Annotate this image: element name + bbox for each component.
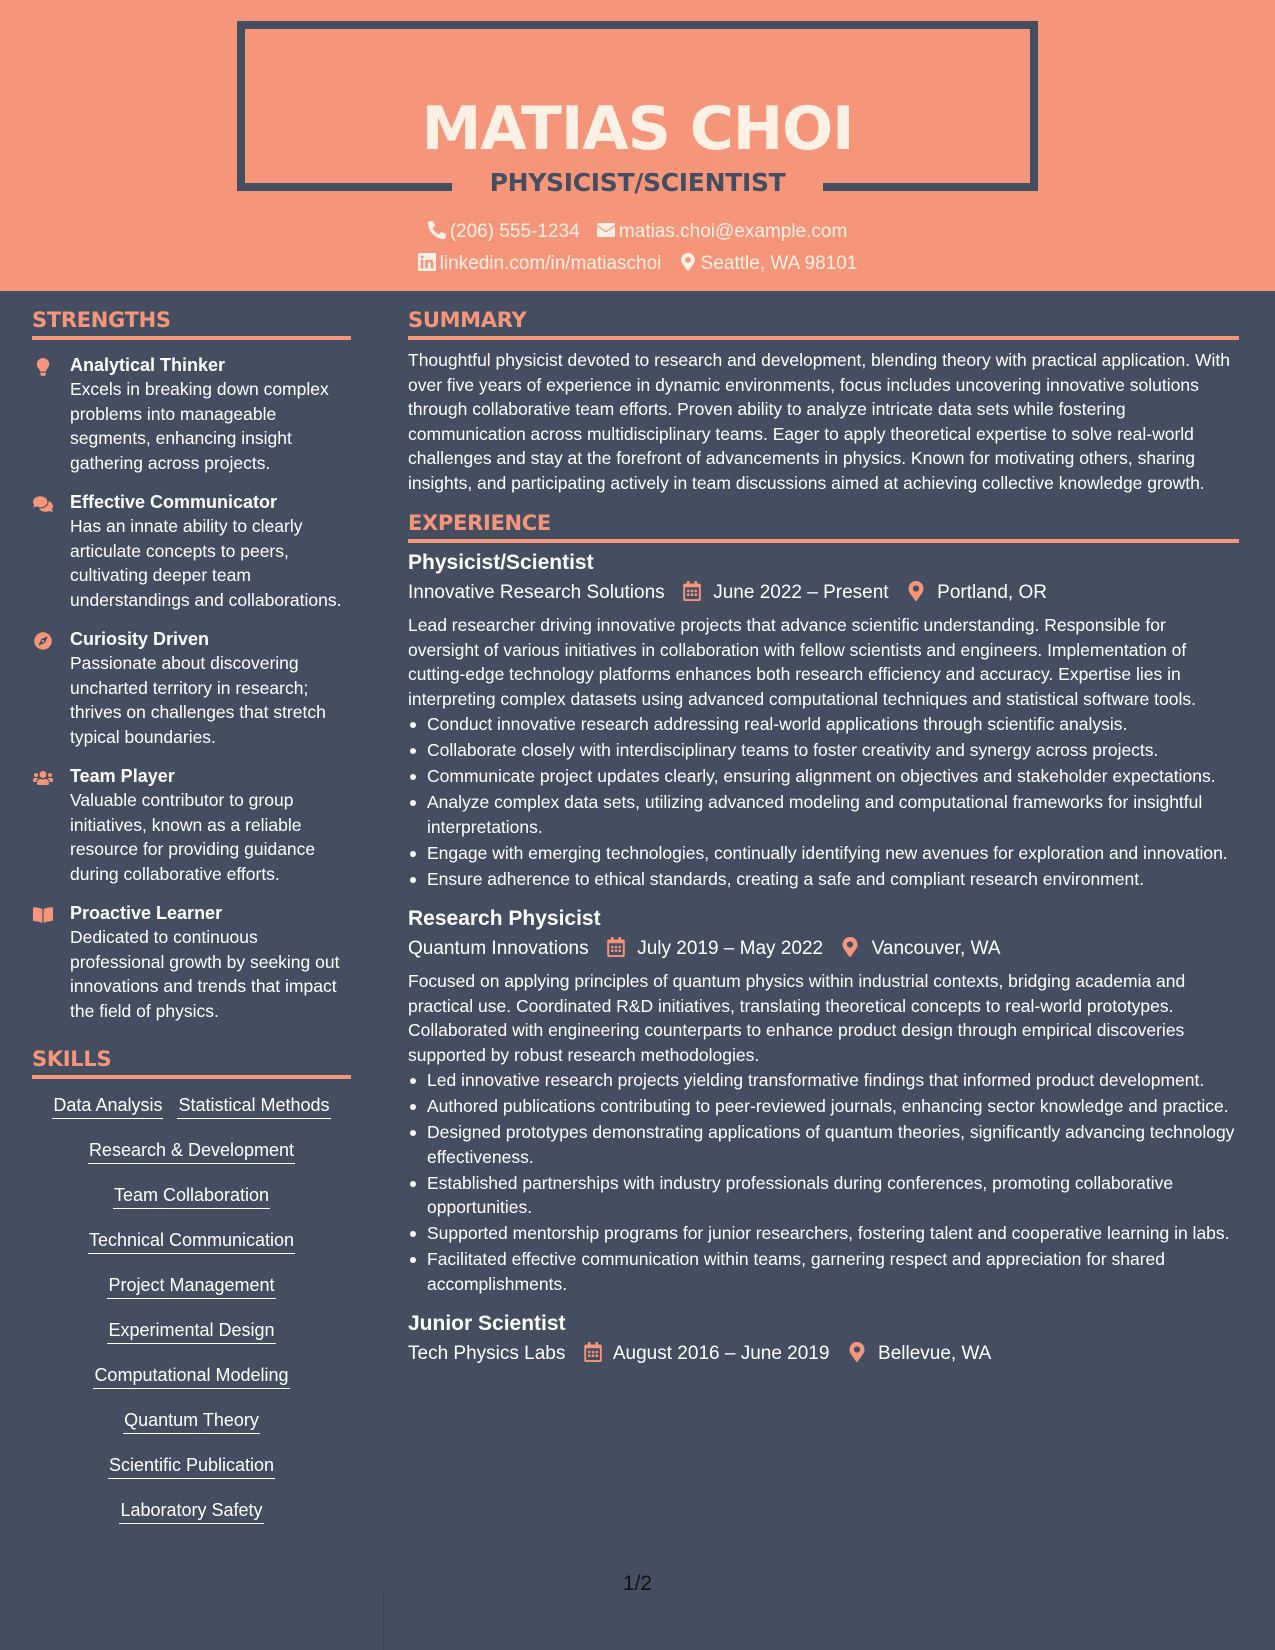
job-dates: August 2016 – June 2019 bbox=[612, 1343, 830, 1364]
strength-desc: Has an innate ability to clearly articulate concepts to peers, cultivating deeper team understandings and collaborations. bbox=[70, 516, 342, 610]
skill-tag: Project Management bbox=[107, 1273, 275, 1299]
strength-item bbox=[32, 353, 351, 475]
job-location: Bellevue, WA bbox=[878, 1343, 992, 1364]
strength-title: Team Player bbox=[70, 766, 175, 786]
right-column bbox=[408, 306, 1239, 1368]
job-bullets bbox=[408, 1068, 1239, 1296]
list-item: Supported mentorship programs for junior researchers, fostering talent and cooperative learning in labs. bbox=[408, 1221, 1239, 1246]
job-entry bbox=[408, 1310, 1239, 1368]
location-text: Seattle, WA 98101 bbox=[700, 253, 858, 274]
summary-heading: SUMMARY bbox=[408, 306, 1239, 340]
job-title: Physicist/Scientist bbox=[408, 551, 594, 574]
list-item: Designed prototypes demonstrating applications of quantum theories, significantly advancing technology effectiveness. bbox=[408, 1120, 1239, 1169]
left-column bbox=[32, 306, 351, 1543]
job-company: Tech Physics Labs bbox=[408, 1343, 566, 1364]
phone-icon bbox=[428, 221, 446, 239]
strengths-list bbox=[32, 353, 351, 1023]
linkedin-text: linkedin.com/in/matiaschoi bbox=[439, 253, 662, 274]
skill-tag: Technical Communication bbox=[88, 1228, 295, 1254]
job-meta bbox=[408, 935, 1239, 963]
candidate-name: MATIAS CHOI bbox=[421, 94, 854, 164]
list-item: Ensure adherence to ethical standards, creating a safe and compliant research environment. bbox=[408, 867, 1239, 892]
strength-item bbox=[32, 490, 351, 612]
strength-title: Curiosity Driven bbox=[70, 629, 210, 649]
strength-item bbox=[32, 627, 351, 749]
calendar-icon bbox=[682, 581, 702, 601]
job-entry bbox=[408, 905, 1239, 1296]
strength-title: Proactive Learner bbox=[70, 903, 223, 923]
calendar-icon bbox=[606, 937, 626, 957]
skill-tag: Laboratory Safety bbox=[119, 1498, 263, 1524]
column-divider bbox=[383, 1588, 384, 1650]
skills-heading: SKILLS bbox=[32, 1045, 351, 1079]
envelope-icon bbox=[597, 221, 615, 239]
contact-row-2 bbox=[0, 251, 1275, 277]
contact-phone[interactable] bbox=[428, 219, 580, 245]
skill-tag: Computational Modeling bbox=[93, 1363, 289, 1389]
list-item: Collaborate closely with interdisciplinary teams to foster creativity and synergy across projects. bbox=[408, 738, 1239, 763]
strength-title: Analytical Thinker bbox=[70, 355, 226, 375]
book-open-icon bbox=[32, 905, 54, 925]
strength-desc: Valuable contributor to group initiatives, known as a reliable resource for providing guidance during collaborative efforts. bbox=[70, 790, 316, 884]
job-description: Focused on applying principles of quantum physics within industrial contexts, bridging academia and practical use. Coordinated R&D initiatives, translating theoretical concepts to real-world prototypes. Collaborated with engineering counterparts to enhance product design through empirical discoveries supported by robust research methodologies. bbox=[408, 971, 1186, 1065]
experience-heading: EXPERIENCE bbox=[408, 509, 1239, 543]
list-item: Facilitated effective communication within teams, garnering respect and appreciation for shared accomplishments. bbox=[408, 1247, 1239, 1296]
skills-list bbox=[32, 1093, 351, 1543]
skill-tag: Team Collaboration bbox=[113, 1183, 270, 1209]
strength-title: Effective Communicator bbox=[70, 492, 278, 512]
skill-tag: Statistical Methods bbox=[177, 1093, 330, 1119]
list-item: Established partnerships with industry professionals during conferences, promoting collaborative opportunities. bbox=[408, 1171, 1239, 1220]
contact-linkedin[interactable] bbox=[418, 251, 662, 277]
users-icon bbox=[32, 768, 54, 788]
job-company: Innovative Research Solutions bbox=[408, 582, 665, 603]
strengths-heading: STRENGTHS bbox=[32, 306, 351, 340]
skill-tag: Quantum Theory bbox=[123, 1408, 260, 1434]
job-bullets bbox=[408, 712, 1239, 891]
lightbulb-icon bbox=[32, 357, 54, 377]
contact-row-1 bbox=[0, 219, 1275, 245]
list-item: Analyze complex data sets, utilizing advanced modeling and computational frameworks for insightful interpretations. bbox=[408, 790, 1239, 839]
strength-item bbox=[32, 764, 351, 886]
list-item: Communicate project updates clearly, ensuring alignment on objectives and stakeholder expectations. bbox=[408, 764, 1239, 789]
resume-header bbox=[0, 0, 1275, 291]
list-item: Led innovative research projects yielding transformative findings that informed product development. bbox=[408, 1068, 1239, 1093]
job-company: Quantum Innovations bbox=[408, 938, 589, 959]
job-entry bbox=[408, 549, 1239, 891]
summary-text: Thoughtful physicist devoted to research and development, blending theory with practical application. With over five years of experience in dynamic environments, focus includes uncovering innovative solutions through collaborative team efforts. Proven ability to analyze intricate data sets while fostering communication across multidisciplinary teams. Eager to apply theoretical expertise to solve real-world challenges and stay at the forefront of advancements in physics. Known for motivating others, sharing insights, and participating actively in team discussions aimed at achieving collective knowledge growth. bbox=[408, 350, 1230, 493]
linkedin-icon bbox=[418, 253, 436, 271]
job-dates: June 2022 – Present bbox=[713, 582, 889, 603]
job-title: Research Physicist bbox=[408, 907, 601, 930]
compass-icon bbox=[32, 631, 54, 651]
skill-tag: Research & Development bbox=[88, 1138, 295, 1164]
job-location: Vancouver, WA bbox=[871, 938, 1001, 959]
strength-desc: Excels in breaking down complex problems into manageable segments, enhancing insight gathering across projects. bbox=[70, 379, 329, 473]
job-location: Portland, OR bbox=[937, 582, 1047, 603]
candidate-title: PHYSICIST/SCIENTIST bbox=[489, 168, 786, 197]
list-item: Engage with emerging technologies, continually identifying new avenues for exploration and innovation. bbox=[408, 841, 1239, 866]
contact-location bbox=[679, 251, 858, 277]
comments-icon bbox=[32, 494, 54, 514]
map-pin-icon bbox=[679, 253, 697, 271]
email-text: matias.choi@example.com bbox=[618, 221, 848, 242]
list-item: Authored publications contributing to peer-reviewed journals, enhancing sector knowledge and practice. bbox=[408, 1094, 1239, 1119]
map-pin-icon bbox=[840, 937, 860, 957]
strength-desc: Dedicated to continuous professional growth by seeking out innovations and trends that impact the field of physics. bbox=[70, 927, 340, 1021]
job-title: Junior Scientist bbox=[408, 1312, 566, 1335]
calendar-icon bbox=[583, 1342, 603, 1362]
strength-item bbox=[32, 901, 351, 1023]
phone-text: (206) 555-1234 bbox=[449, 221, 580, 242]
job-meta bbox=[408, 1340, 1239, 1368]
map-pin-icon bbox=[906, 581, 926, 601]
map-pin-icon bbox=[847, 1342, 867, 1362]
job-description: Lead researcher driving innovative projects that advance scientific understanding. Responsible for oversight of various initiatives in collaboration with fellow scientists and engineers. Implementation of cutting-edge technology platforms enhances both research efficiency and accuracy. Expertise lies in interpreting complex datasets using advanced computational techniques and statistical software tools. bbox=[408, 615, 1196, 709]
strength-desc: Passionate about discovering uncharted territory in research; thrives on challenges that stretch typical boundaries. bbox=[70, 653, 326, 747]
skill-tag: Scientific Publication bbox=[108, 1453, 275, 1479]
job-meta bbox=[408, 579, 1239, 607]
page-number: 1/2 bbox=[622, 1572, 653, 1595]
list-item: Conduct innovative research addressing real-world applications through scientific analysis. bbox=[408, 712, 1239, 737]
contact-email[interactable] bbox=[597, 219, 847, 245]
skill-tag: Experimental Design bbox=[107, 1318, 275, 1344]
skill-tag: Data Analysis bbox=[52, 1093, 163, 1119]
job-dates: July 2019 – May 2022 bbox=[637, 938, 824, 959]
